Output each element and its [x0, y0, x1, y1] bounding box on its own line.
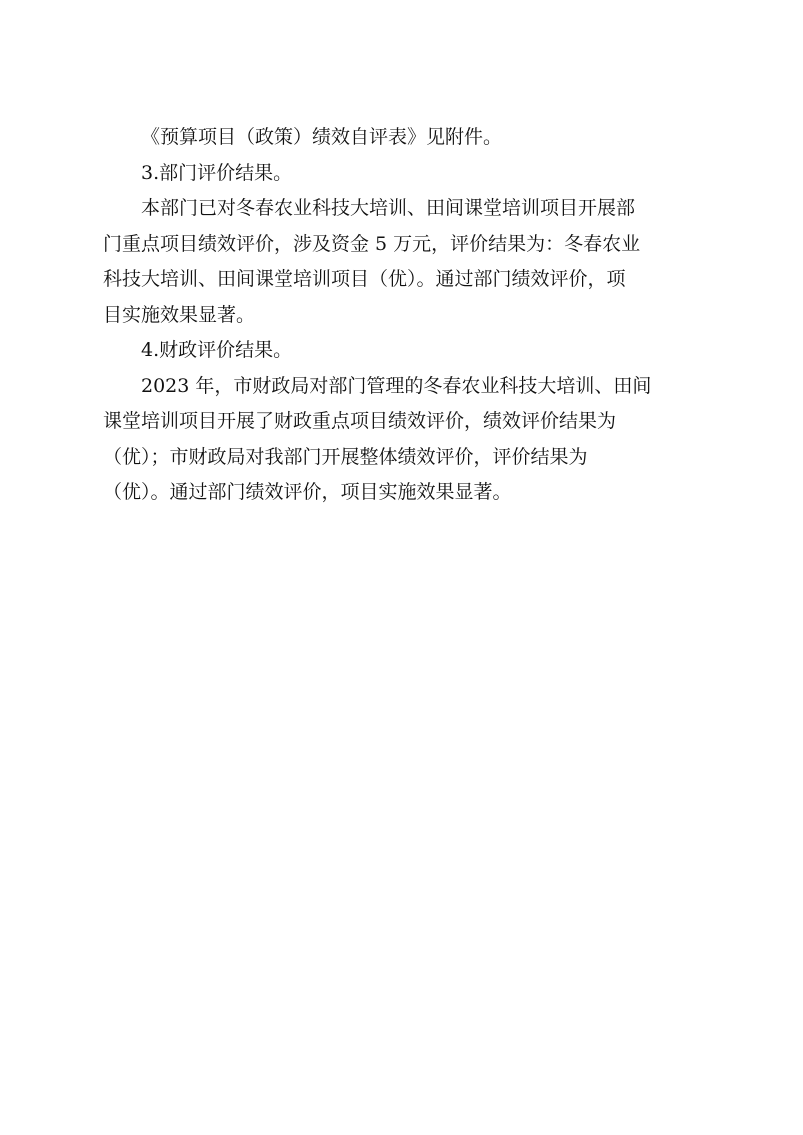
text-line: （优）；市财政局对我部门开展整体绩效评价，评价结果为 — [103, 445, 588, 468]
section-heading-4 — [103, 333, 703, 369]
document-body — [103, 120, 703, 511]
paragraph-attachment-note — [103, 120, 703, 156]
text-line: 门重点项目绩效评价，涉及资金 5 万元，评价结果为：冬春农业 — [103, 232, 641, 255]
text-line: 目实施效果显著。 — [103, 303, 256, 326]
text-line: 《预算项目（政策）绩效自评表》见附件。 — [141, 126, 503, 148]
text-line: 科技大培训、田间课堂培训项目（优）。通过部门绩效评价，项 — [103, 268, 626, 290]
section-heading-3 — [103, 156, 703, 192]
text-line: 课堂培训项目开展了财政重点项目绩效评价，绩效评价结果为 — [103, 410, 617, 432]
text-line: 2023 年，市财政局对部门管理的冬春农业科技大培训、田间 — [141, 374, 652, 397]
heading-text: 4.财政评价结果。 — [141, 339, 293, 361]
heading-text: 3.部门评价结果。 — [141, 161, 293, 184]
text-line: （优）。通过部门绩效评价，项目实施效果显著。 — [103, 481, 512, 503]
paragraph-finance-evaluation — [103, 369, 703, 511]
paragraph-dept-evaluation — [103, 191, 703, 333]
text-line: 本部门已对冬春农业科技大培训、田间课堂培训项目开展部 — [141, 197, 636, 219]
